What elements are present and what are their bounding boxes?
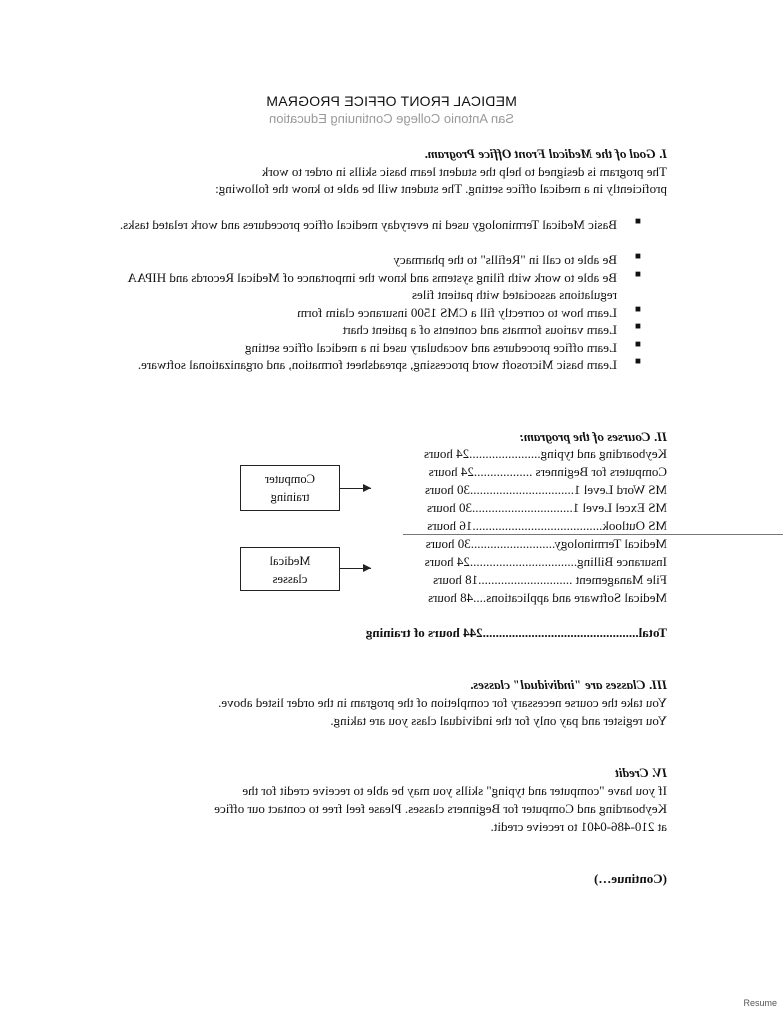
course-row: MS Outlook........................................16 hours — [427, 518, 667, 533]
total-label: Total — [638, 625, 667, 640]
bullet-icon: ■ — [634, 321, 641, 332]
goal-bullet-list — [111, 216, 641, 391]
list-item: ■ Be able to work with filing systems and know the importance of Medical Records and HIPAA regulations associated with patient files — [128, 268, 641, 302]
course-row: File Management .............................18 hours — [433, 572, 667, 587]
course-row: Medical Software and applications....48 hours — [428, 590, 667, 605]
continue-text: (Continue…) — [594, 871, 667, 886]
medical-classes-box: Medical classes — [240, 547, 340, 591]
section-3-line-1: You take the course necessary for completion of the program in the order listed above. — [218, 695, 667, 710]
section-3-line-2: You register and pay only for the individual class you are taking. — [330, 713, 667, 728]
footer-watermark: Resume — [743, 998, 777, 1008]
bullet-icon: ■ — [634, 303, 641, 315]
list-item: ■ Learn how to correctly fill a CMS 1500 insurance claim form — [297, 303, 641, 320]
bullet-icon: ■ — [634, 356, 641, 367]
bullet-icon: ■ — [634, 216, 641, 227]
section-1-intro-line-2: proficiently in a medical office setting. The student will be able to know the following: — [215, 181, 667, 196]
bullet-icon: ■ — [634, 251, 641, 262]
course-row: Keyboarding and typing......................24 hours — [423, 446, 667, 461]
list-item: ■ Learn basic Microsoft word processing, spreadsheet formation, and organizational software. — [137, 356, 641, 372]
page-title: MEDICAL FRONT OFFICE PROGRAM — [266, 93, 517, 109]
bullet-icon: ■ — [634, 338, 641, 350]
arrow-icon — [363, 564, 371, 572]
list-item: ■ Be able to call in "Refills" to the pharmacy — [393, 251, 641, 267]
section-4-heading: IV. Credit — [615, 765, 667, 780]
page-subtitle: San Antonio College Continuing Education — [269, 111, 515, 126]
section-2-heading: II. Courses of the program: — [519, 429, 667, 444]
medical-course-list — [425, 535, 667, 607]
list-item: ■ Basic Medical Terminology used in everyday medical office procedures and work related tasks. — [119, 216, 641, 232]
section-1-heading: I. Goal of the Medical Front Office Program. — [424, 146, 667, 161]
section-4-line-3: at 210-486-0401 to receive credit. — [490, 819, 667, 834]
course-row: Computers for Beginners ..................24 hours — [428, 464, 667, 479]
bullet-icon: ■ — [634, 268, 641, 280]
computer-training-box: Computer training — [240, 465, 340, 511]
course-row: MS Excel Level 1...............................30 hours — [426, 500, 667, 515]
total-value: ................................................244 hours of training — [365, 625, 639, 640]
arrow-icon — [363, 484, 371, 492]
list-item: ■ Learn various formats and contents of a patient chart — [342, 321, 641, 337]
computer-course-list — [424, 445, 667, 535]
section-4-line-2: Keyboarding and Computer for Beginners classes. Please feel free to contact our office — [214, 801, 667, 816]
course-row: Medical Terminology..........................30 hours — [425, 536, 667, 551]
section-4-line-1: If you have "computer and typing" skills you may be able to receive credit for the — [242, 783, 667, 798]
course-row: MS Word Level 1................................30 hours — [424, 482, 667, 497]
total-row — [366, 625, 667, 641]
section-3-heading: III. Classes are "individual" classes. — [469, 677, 667, 692]
list-item: ■ Learn office procedures and vocabulary used in a medical office setting — [244, 338, 641, 355]
section-1-intro-line-1: The program is designed to help the student learn basic skills in order to work — [261, 164, 667, 179]
course-row: Insurance Billing.................................24 hours — [424, 554, 667, 569]
